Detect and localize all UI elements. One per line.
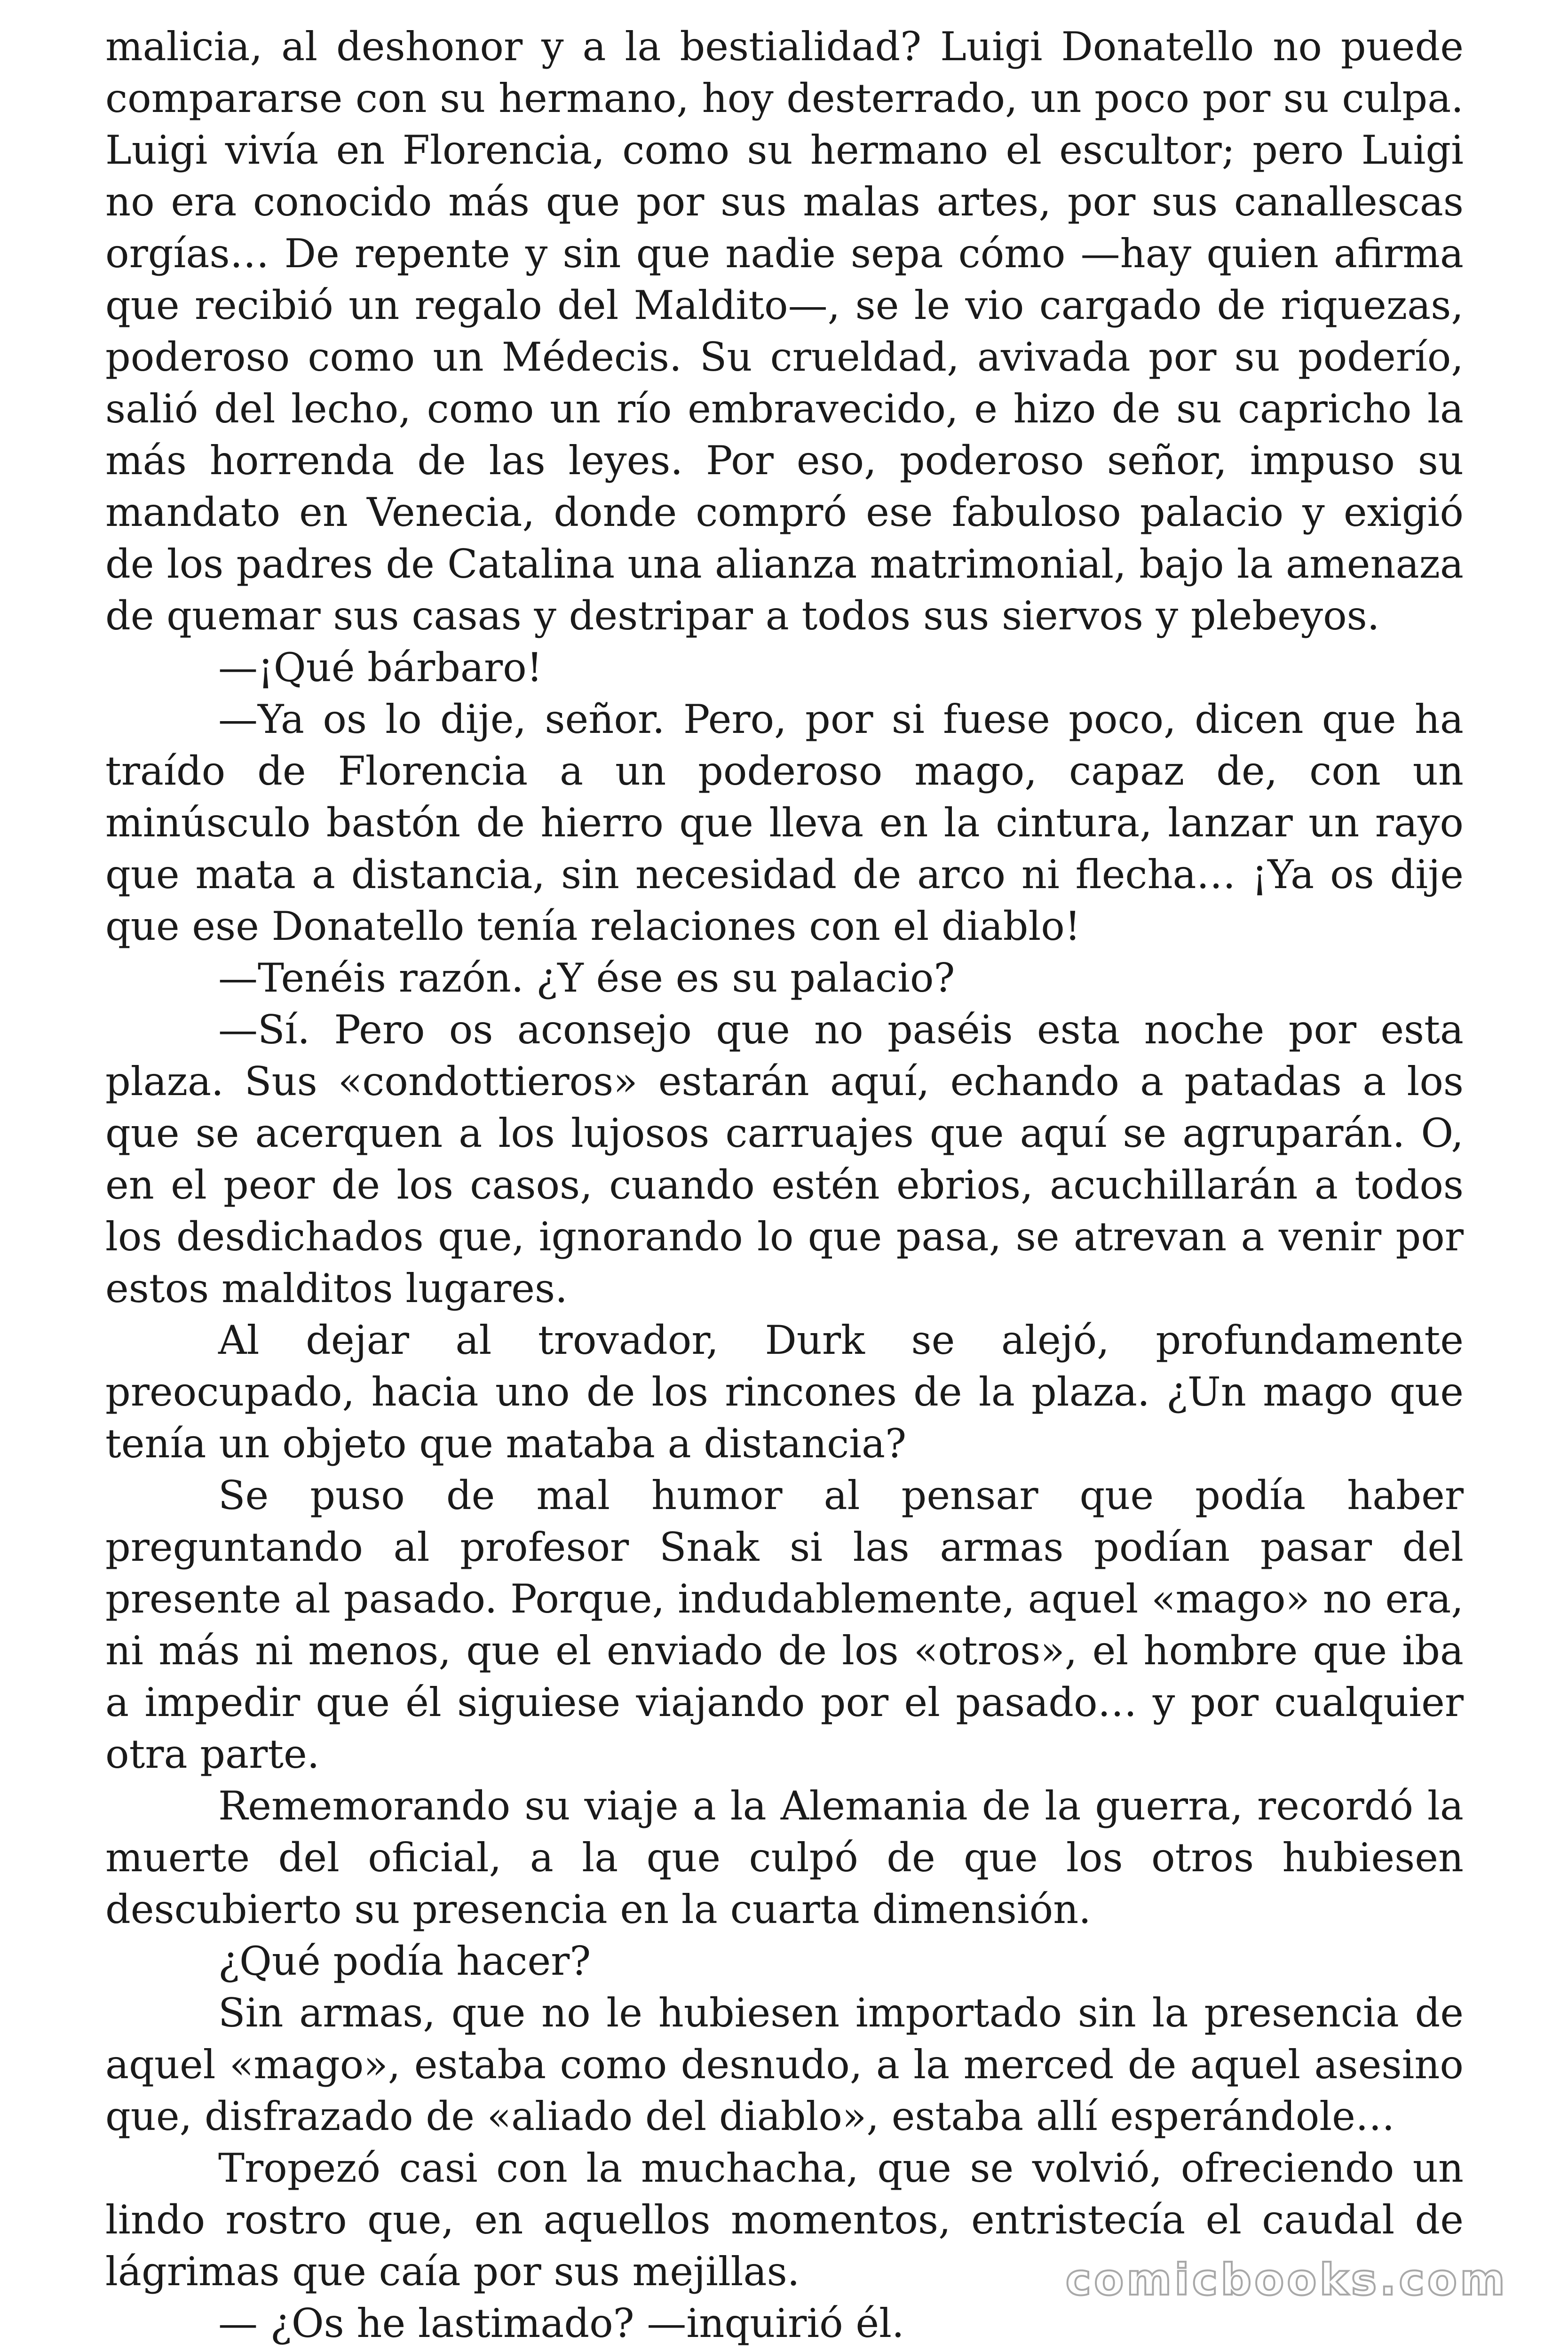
watermark: comicbooks.com (1065, 2255, 1508, 2305)
paragraph-2: —¡Qué bárbaro! (218, 644, 543, 691)
paragraph-11: Tropezó casi con la muchacha, que se volvió, ofreciendo un lindo rostro que, en aquellos momentos, entristecía el caudal de lágrimas que caía por sus mejillas. (105, 2145, 1464, 2295)
paragraph-5: —Sí. Pero os aconsejo que no paséis esta noche por esta plaza. Sus «condottieros» estarán aquí, echando a patadas a los que se acerquen a los lujosos carruajes que aquí se agruparán. O, en el peor de los casos, cuando estén ebrios, acuchillarán a todos los desdichados que, ignorando lo que pasa, se atrevan a venir por estos malditos lugares. (105, 1007, 1464, 1311)
paragraph-12: — ¿Os he lastimado? —inquirió él. (218, 2300, 904, 2346)
paragraph-1: malicia, al deshonor y a la bestialidad? Luigi Donatello no puede compararse con su hermano, hoy desterrado, un poco por su culpa. Luigi vivía en Florencia, como su hermano el escultor; pero Luigi no era conocido más que por sus malas artes, por sus canallescas orgías… De repente y sin que nadie sepa cómo —hay quien afirma que recibió un regalo del Maldito—, se le vio cargado de riquezas, poderoso como un Médecis. Su crueldad, avivada por su poderío, salió del lecho, como un río embravecido, e hizo de su capricho la más horrenda de las leyes. Por eso, poderoso señor, impuso su mandato en Venecia, donde compró ese fabuloso palacio y exigió de los padres de Catalina una alianza matrimonial, bajo la amenaza de quemar sus casas y destripar a todos sus siervos y plebeyos. (105, 24, 1464, 639)
paragraph-9: ¿Qué podía hacer? (218, 1938, 591, 1984)
paragraph-10: Sin armas, que no le hubiesen importado sin la presencia de aquel «mago», estaba como desnudo, a la merced de aquel asesino que, disfrazado de «aliado del diablo», estaba allí esperándole… (105, 1990, 1464, 2139)
paragraph-3: —Ya os lo dije, señor. Pero, por si fuese poco, dicen que ha traído de Florencia a un poderoso mago, capaz de, con un minúsculo bastón de hierro que lleva en la cintura, lanzar un rayo que mata a distancia, sin necesidad de arco ni flecha… ¡Ya os dije que ese Donatello tenía relaciones con el diablo! (105, 696, 1464, 949)
paragraph-8: Rememorando su viaje a la Alemania de la guerra, recordó la muerte del oficial, a la que culpó de que los otros hubiesen descubierto su presencia en la cuarta dimensión. (105, 1783, 1464, 1932)
paragraph-6: Al dejar al trovador, Durk se alejó, profundamente preocupado, hacia uno de los rincones de la plaza. ¿Un mago que tenía un objeto que mataba a distancia? (105, 1317, 1464, 1467)
paragraph-4: —Tenéis razón. ¿Y ése es su palacio? (218, 955, 955, 1001)
text-column (105, 21, 1464, 2349)
paragraph-7: Se puso de mal humor al pensar que podía haber preguntando al profesor Snak si las armas podían pasar del presente al pasado. Porque, indudablemente, aquel «mago» no era, ni más ni menos, que el enviado de los «otros», el hombre que iba a impedir que él siguiese viajando por el pasado… y por cualquier otra parte. (105, 1472, 1464, 1777)
